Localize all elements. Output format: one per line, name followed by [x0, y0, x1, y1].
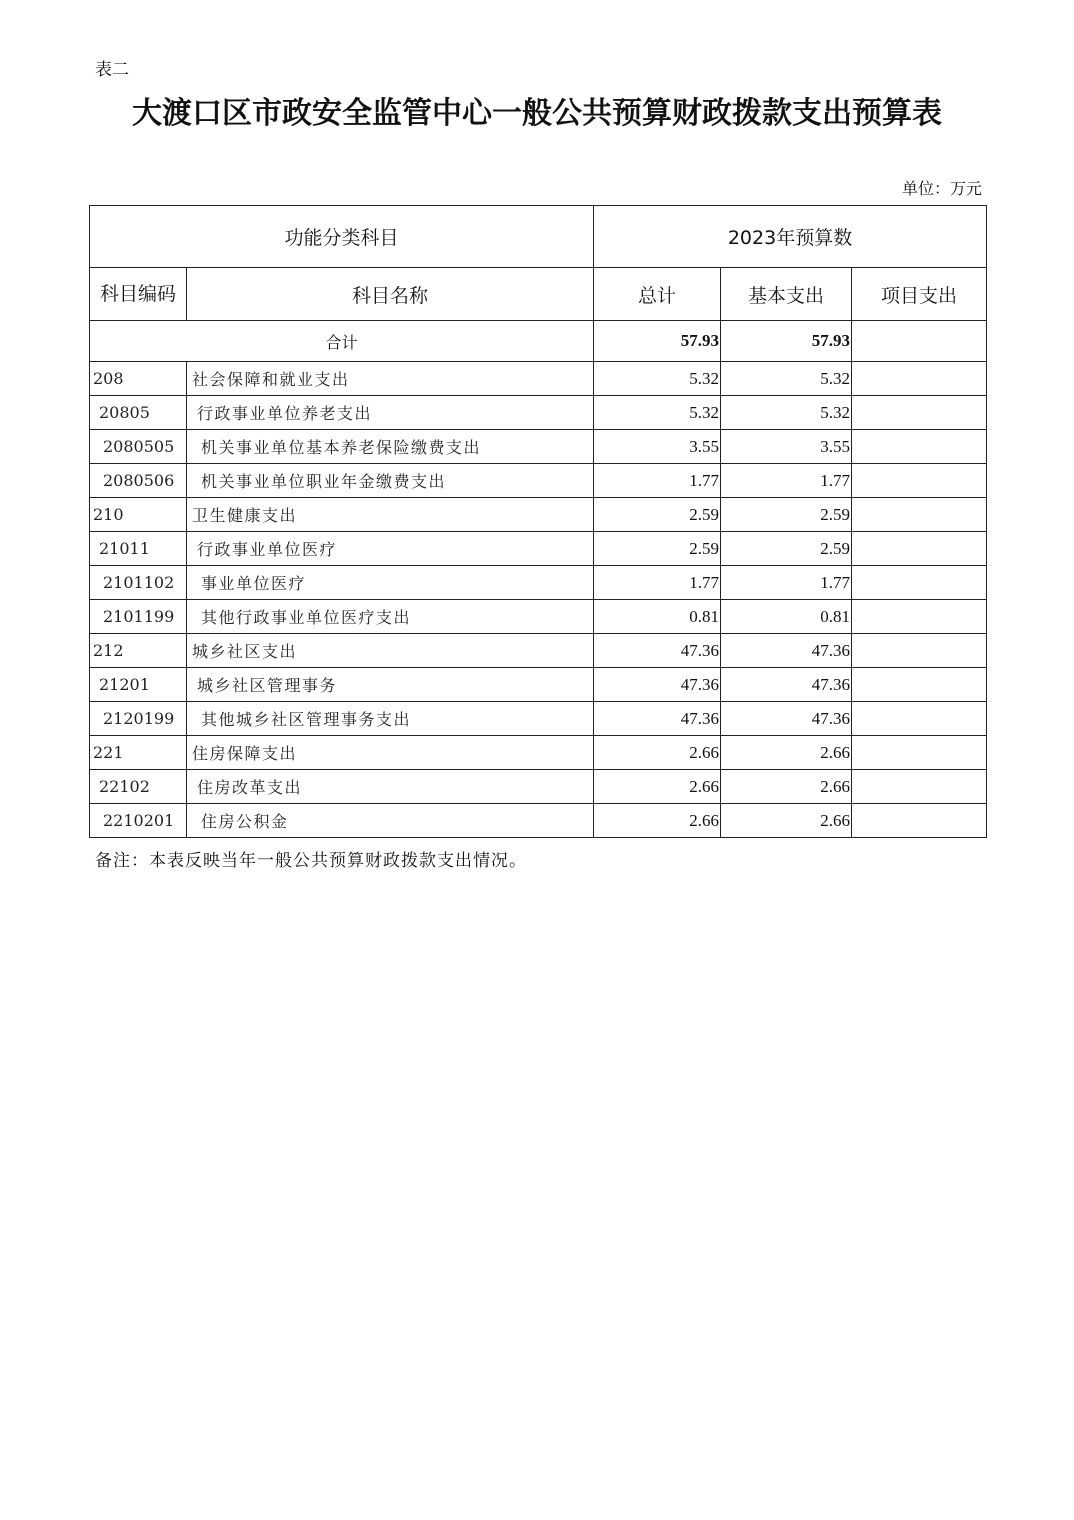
row-name: 事业单位医疗 — [187, 566, 594, 600]
row-name: 卫生健康支出 — [187, 498, 594, 532]
row-project — [852, 362, 987, 396]
row-total: 5.32 — [594, 362, 721, 396]
budget-table — [89, 205, 987, 838]
row-total: 47.36 — [594, 634, 721, 668]
row-name: 其他城乡社区管理事务支出 — [187, 702, 594, 736]
row-basic: 47.36 — [721, 634, 852, 668]
total-basic: 57.93 — [721, 321, 852, 362]
row-total: 47.36 — [594, 702, 721, 736]
row-code: 212 — [90, 634, 187, 668]
remark: 备注：本表反映当年一般公共预算财政拨款支出情况。 — [95, 851, 527, 871]
row-basic: 5.32 — [721, 396, 852, 430]
header-total: 总计 — [594, 268, 721, 321]
header-row-top — [90, 206, 987, 268]
row-project — [852, 532, 987, 566]
table-row — [90, 770, 987, 804]
header-project: 项目支出 — [852, 268, 987, 321]
row-basic: 5.32 — [721, 362, 852, 396]
row-basic: 47.36 — [721, 668, 852, 702]
row-project — [852, 396, 987, 430]
row-basic: 0.81 — [721, 600, 852, 634]
row-total: 2.59 — [594, 498, 721, 532]
row-project — [852, 770, 987, 804]
table-row — [90, 600, 987, 634]
row-project — [852, 566, 987, 600]
row-name: 行政事业单位养老支出 — [187, 396, 594, 430]
table-row — [90, 736, 987, 770]
row-total: 0.81 — [594, 600, 721, 634]
row-code: 2080505 — [90, 430, 187, 464]
row-total: 1.77 — [594, 464, 721, 498]
row-code: 2080506 — [90, 464, 187, 498]
unit-label: 单位：万元 — [901, 179, 982, 198]
row-code: 21011 — [90, 532, 187, 566]
row-basic: 1.77 — [721, 464, 852, 498]
header-row-sub — [90, 268, 987, 321]
row-basic: 2.66 — [721, 770, 852, 804]
row-code: 20805 — [90, 396, 187, 430]
row-total: 2.66 — [594, 736, 721, 770]
row-name: 住房保障支出 — [187, 736, 594, 770]
row-total: 3.55 — [594, 430, 721, 464]
row-name: 社会保障和就业支出 — [187, 362, 594, 396]
table-row — [90, 634, 987, 668]
table-row — [90, 668, 987, 702]
row-total: 1.77 — [594, 566, 721, 600]
row-code: 2210201 — [90, 804, 187, 838]
header-code: 科目编码 — [90, 268, 187, 321]
table-row — [90, 804, 987, 838]
row-name: 机关事业单位基本养老保险缴费支出 — [187, 430, 594, 464]
table-row — [90, 566, 987, 600]
row-code: 2101102 — [90, 566, 187, 600]
table-row — [90, 396, 987, 430]
row-project — [852, 736, 987, 770]
row-total: 2.66 — [594, 804, 721, 838]
table-row — [90, 498, 987, 532]
row-code: 221 — [90, 736, 187, 770]
header-basic: 基本支出 — [721, 268, 852, 321]
row-code: 210 — [90, 498, 187, 532]
header-name: 科目名称 — [187, 268, 594, 321]
row-name: 城乡社区管理事务 — [187, 668, 594, 702]
total-project — [852, 321, 987, 362]
total-label: 合计 — [90, 321, 594, 362]
header-budget-year: 2023年预算数 — [594, 206, 987, 268]
table-row — [90, 464, 987, 498]
total-amount: 57.93 — [594, 321, 721, 362]
row-name: 其他行政事业单位医疗支出 — [187, 600, 594, 634]
row-project — [852, 430, 987, 464]
row-project — [852, 498, 987, 532]
row-code: 208 — [90, 362, 187, 396]
row-total: 2.59 — [594, 532, 721, 566]
row-project — [852, 464, 987, 498]
row-name: 城乡社区支出 — [187, 634, 594, 668]
row-total: 5.32 — [594, 396, 721, 430]
row-basic: 2.66 — [721, 804, 852, 838]
row-project — [852, 804, 987, 838]
row-basic: 3.55 — [721, 430, 852, 464]
table-row — [90, 430, 987, 464]
row-basic: 47.36 — [721, 702, 852, 736]
row-name: 机关事业单位职业年金缴费支出 — [187, 464, 594, 498]
row-code: 21201 — [90, 668, 187, 702]
table-row — [90, 532, 987, 566]
row-code: 2101199 — [90, 600, 187, 634]
row-code: 2120199 — [90, 702, 187, 736]
row-project — [852, 634, 987, 668]
row-name: 住房改革支出 — [187, 770, 594, 804]
row-basic: 2.66 — [721, 736, 852, 770]
total-row — [90, 321, 987, 362]
row-project — [852, 600, 987, 634]
row-basic: 2.59 — [721, 498, 852, 532]
table-label: 表二 — [95, 60, 129, 80]
row-code: 22102 — [90, 770, 187, 804]
row-name: 住房公积金 — [187, 804, 594, 838]
row-basic: 1.77 — [721, 566, 852, 600]
row-name: 行政事业单位医疗 — [187, 532, 594, 566]
row-project — [852, 702, 987, 736]
table-row — [90, 702, 987, 736]
table-row — [90, 362, 987, 396]
row-total: 2.66 — [594, 770, 721, 804]
row-total: 47.36 — [594, 668, 721, 702]
header-functional-category: 功能分类科目 — [90, 206, 594, 268]
row-basic: 2.59 — [721, 532, 852, 566]
row-project — [852, 668, 987, 702]
page-title: 大渡口区市政安全监管中心一般公共预算财政拨款支出预算表 — [132, 96, 942, 131]
